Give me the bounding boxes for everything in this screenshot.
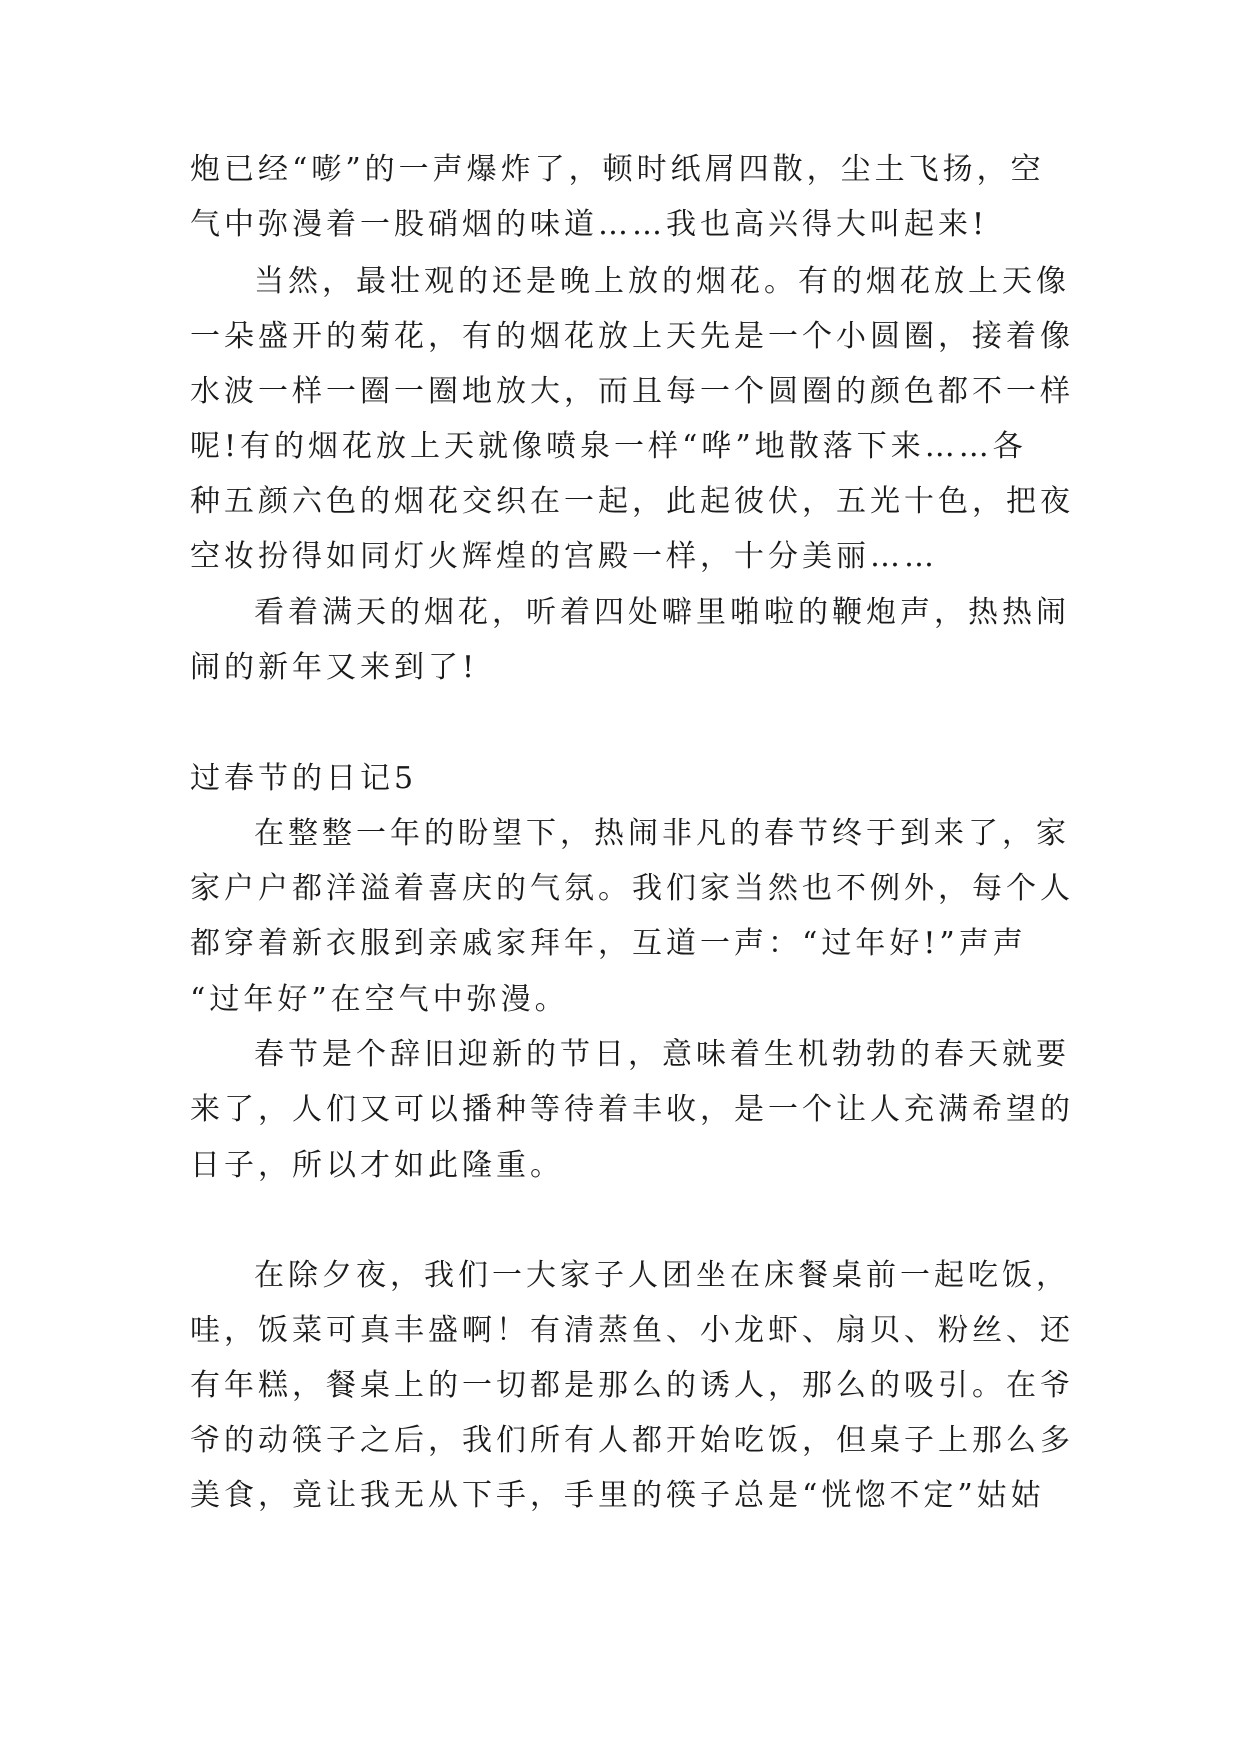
paragraph-line: 有年糕，餐桌上的一切都是那么的诱人，那么的吸引。在爷 xyxy=(190,1368,1074,1403)
paragraph-line: “过年好”在空气中弥漫。 xyxy=(190,982,569,1017)
paragraph-line: 闹的新年又来到了! xyxy=(190,650,479,685)
paragraph-line: 家户户都洋溢着喜庆的气氛。我们家当然也不例外，每个人 xyxy=(190,871,1074,906)
paragraph-line: 爷的动筷子之后，我们所有人都开始吃饭，但桌子上那么多 xyxy=(190,1423,1074,1458)
paragraph-line: 种五颜六色的烟花交织在一起，此起彼伏，五光十色，把夜 xyxy=(190,484,1074,519)
paragraph-line: 气中弥漫着一股硝烟的味道……我也高兴得大叫起来! xyxy=(190,207,989,242)
paragraph-line: 一朵盛开的菊花，有的烟花放上天先是一个小圆圈，接着像 xyxy=(190,319,1074,354)
paragraph-line: 水波一样一圈一圈地放大，而且每一个圆圈的颜色都不一样 xyxy=(190,374,1074,409)
paragraph-line: 来了，人们又可以播种等待着丰收，是一个让人充满希望的 xyxy=(190,1092,1074,1127)
paragraph-line: 呢!有的烟花放上天就像喷泉一样“哗”地散落下来……各 xyxy=(190,429,1027,464)
paragraph-line: 日子，所以才如此隆重。 xyxy=(190,1148,564,1183)
paragraph-line: 在除夕夜，我们一大家子人团坐在床餐桌前一起吃饭， xyxy=(254,1258,1070,1293)
diary-heading: 过春节的日记5 xyxy=(190,761,418,796)
paragraph-line: 当然，最壮观的还是晚上放的烟花。有的烟花放上天像 xyxy=(254,264,1070,299)
paragraph-line: 在整整一年的盼望下，热闹非凡的春节终于到来了，家 xyxy=(254,816,1070,851)
paragraph-line: 美食，竟让我无从下手，手里的筷子总是“恍惚不定”姑姑 xyxy=(190,1478,1045,1513)
paragraph-line: 空妆扮得如同灯火辉煌的宫殿一样，十分美丽…… xyxy=(190,539,938,574)
paragraph-line: 哇，饭菜可真丰盛啊！有清蒸鱼、小龙虾、扇贝、粉丝、还 xyxy=(190,1313,1074,1348)
paragraph-line: 看着满天的烟花，听着四处噼里啪啦的鞭炮声，热热闹 xyxy=(254,595,1070,630)
paragraph-line: 都穿着新衣服到亲戚家拜年，互道一声：“过年好!”声声 xyxy=(190,926,1027,961)
paragraph-line: 春节是个辞旧迎新的节日，意味着生机勃勃的春天就要 xyxy=(254,1037,1070,1072)
paragraph-line: 炮已经“嘭”的一声爆炸了，顿时纸屑四散，尘土飞扬，空 xyxy=(190,152,1045,187)
